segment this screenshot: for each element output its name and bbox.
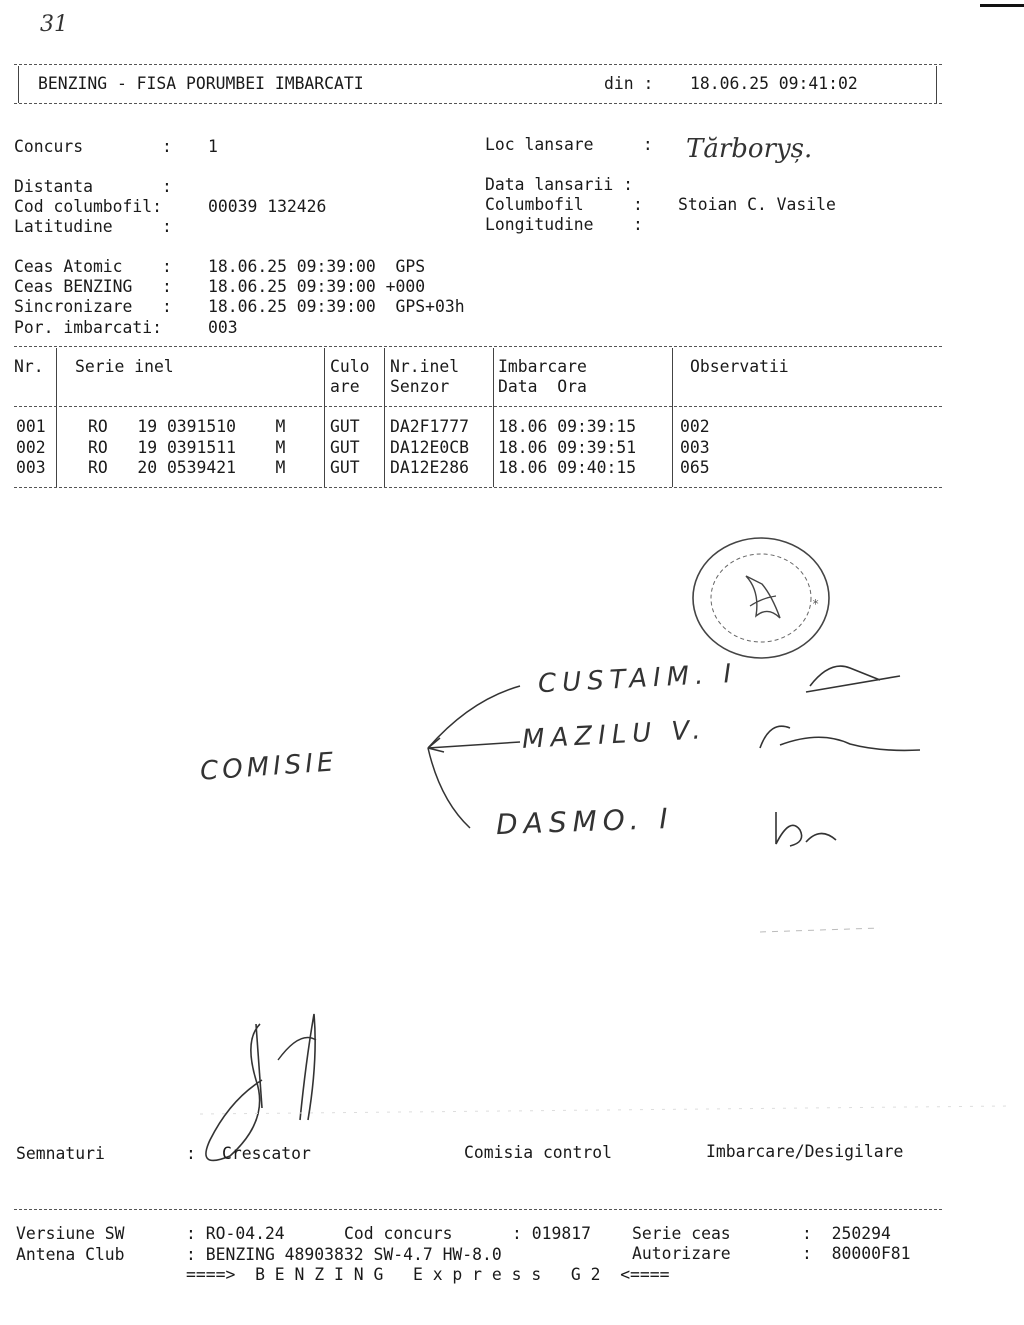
cod-concurs-label: Cod concurs — [344, 1224, 453, 1243]
cell-nr: 001 — [16, 417, 46, 436]
page-number-handwritten: 31 — [40, 12, 68, 37]
commission-member-2: MAZILU V. — [521, 715, 708, 755]
autorizare-value: : 80000F81 — [802, 1244, 911, 1263]
cod-columbofil-value: 00039 132426 — [208, 197, 327, 216]
antena-value: : BENZING 48903832 SW-4.7 HW-8.0 — [186, 1245, 502, 1264]
longitudine-label: Longitudine : — [485, 215, 643, 234]
cell-senzor: DA2F1777 — [390, 417, 469, 436]
header-date-value: 18.06.25 09:41:02 — [690, 74, 858, 93]
semnaturi-colon: : — [186, 1144, 196, 1163]
cell-imbarcare: 18.06 09:39:51 — [498, 438, 637, 457]
header-title: BENZING - FISA PORUMBEI IMBARCATI — [38, 74, 364, 93]
cell-culoare: GUT — [330, 417, 360, 436]
cell-serie: RO 19 0391511 M — [88, 438, 286, 457]
cell-culoare: GUT — [330, 438, 360, 457]
ceas-atomic-label: Ceas Atomic : — [14, 257, 172, 276]
th-senzor-2: Senzor — [390, 377, 450, 396]
cod-concurs-value: : 019817 — [512, 1224, 591, 1243]
latitudine-label: Latitudine : — [14, 217, 172, 236]
cell-senzor: DA12E0CB — [390, 438, 469, 457]
cell-observatii: 065 — [680, 458, 710, 477]
autorizare-label: Autorizare — [632, 1244, 731, 1263]
cell-senzor: DA12E286 — [390, 458, 469, 477]
th-imbarcare-1: Imbarcare — [498, 357, 587, 376]
footer-rule — [14, 1209, 942, 1210]
cell-observatii: 002 — [680, 417, 710, 436]
comisie-handwritten: COMISIE — [199, 747, 339, 787]
th-senzor-1: Nr.inel — [390, 357, 460, 376]
loc-lansare-handwritten: Tărboryș. — [686, 134, 813, 164]
por-imbarcati-value: 003 — [208, 318, 238, 337]
ceas-benzing-label: Ceas BENZING : — [14, 277, 172, 296]
concurs-value: 1 — [208, 137, 218, 156]
antena-label: Antena Club — [16, 1245, 125, 1264]
cell-nr: 003 — [16, 458, 46, 477]
columbofil-value: Stoian C. Vasile — [678, 195, 836, 214]
th-nr: Nr. — [14, 357, 44, 376]
th-serie: Serie inel — [75, 357, 174, 376]
cell-observatii: 003 — [680, 438, 710, 457]
concurs-label: Concurs : — [14, 137, 172, 156]
serie-ceas-label: Serie ceas — [632, 1224, 731, 1243]
ceas-benzing-value: 18.06.25 09:39:00 +000 — [208, 277, 426, 296]
cell-culoare: GUT — [330, 458, 360, 477]
signature-crescator: Crescator — [222, 1144, 311, 1163]
th-culoare-1: Culo — [330, 357, 370, 376]
por-imbarcati-label: Por. imbarcati: — [14, 318, 163, 337]
commission-member-1: CUSTAIM. I — [537, 658, 738, 700]
sincronizare-value: 18.06.25 09:39:00 GPS+03h — [208, 297, 465, 316]
benzing-banner: ====> B E N Z I N G E x p r e s s G 2 <==== — [186, 1265, 670, 1284]
cell-serie: RO 19 0391510 M — [88, 417, 286, 436]
loc-lansare-label: Loc lansare : — [485, 135, 653, 154]
signature-imbarcare: Imbarcare/Desigilare — [706, 1142, 904, 1161]
cod-columbofil-label: Cod columbofil: — [14, 197, 163, 216]
data-lansarii-label: Data lansarii : — [485, 175, 634, 194]
cell-nr: 002 — [16, 438, 46, 457]
versiune-value: : RO-04.24 — [186, 1224, 285, 1243]
cell-imbarcare: 18.06 09:39:15 — [498, 417, 637, 436]
commission-member-3: DASMO. I — [495, 801, 675, 842]
svg-text:*: * — [812, 597, 820, 611]
cell-serie: RO 20 0539421 M — [88, 458, 286, 477]
versiune-label: Versiune SW — [16, 1224, 125, 1243]
columbofil-label: Columbofil : — [485, 195, 643, 214]
semnaturi-label: Semnaturi — [16, 1144, 105, 1163]
signature-comisia: Comisia control — [464, 1143, 613, 1162]
sincronizare-label: Sincronizare : — [14, 297, 172, 316]
ceas-atomic-value: 18.06.25 09:39:00 GPS — [208, 257, 426, 276]
serie-ceas-value: : 250294 — [802, 1224, 891, 1243]
cell-imbarcare: 18.06 09:40:15 — [498, 458, 637, 477]
distanta-label: Distanta : — [14, 177, 172, 196]
th-culoare-2: are — [330, 377, 360, 396]
th-imbarcare-2: Data Ora — [498, 377, 587, 396]
header-date-label: din : — [604, 74, 654, 93]
th-observatii: Observatii — [690, 357, 789, 376]
